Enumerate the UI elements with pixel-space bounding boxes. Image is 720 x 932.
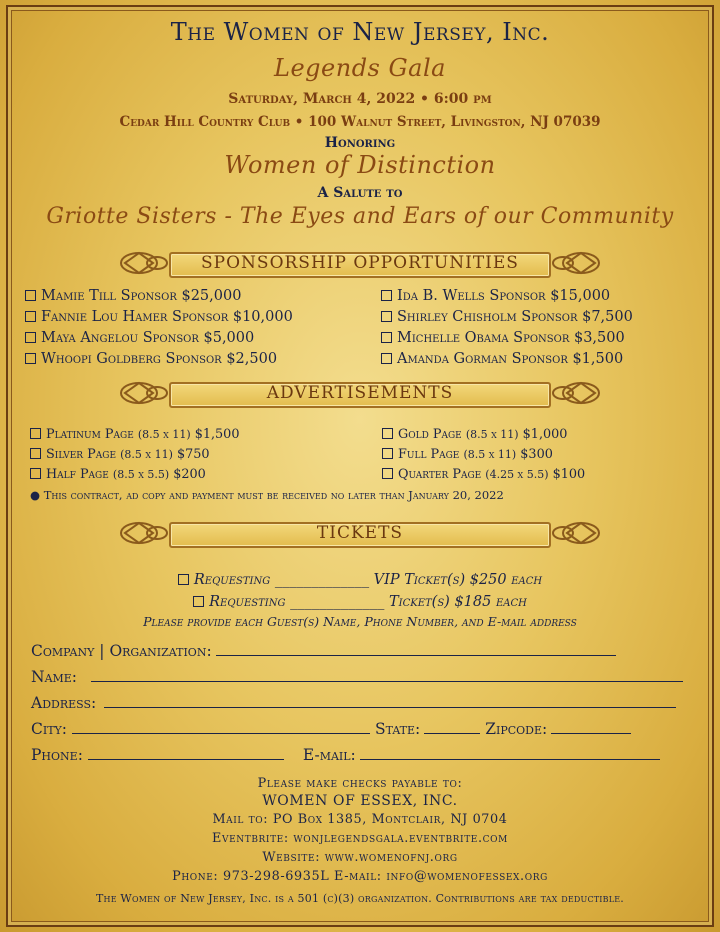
tickets-heading: TICKETS xyxy=(316,523,404,543)
sponsor-option[interactable]: Fannie Lou Hamer Sponsor $10,000 xyxy=(25,309,293,325)
ad-option[interactable]: Quarter Page (4.25 x 5.5) $100 xyxy=(382,467,585,482)
checkbox-icon[interactable] xyxy=(381,353,392,364)
mail-to: Mail to: PO Box 1385, Montclair, NJ 0704 xyxy=(212,812,508,827)
checkbox-icon[interactable] xyxy=(25,311,36,322)
city-input-line[interactable] xyxy=(72,732,370,734)
phone-input-line[interactable] xyxy=(88,758,284,760)
vip-ticket-option[interactable]: Requesting _____________ VIP Ticket(s) $250 each xyxy=(0,569,720,588)
checkbox-icon[interactable] xyxy=(30,448,41,459)
ad-option[interactable]: Silver Page (8.5 x 11) $750 xyxy=(30,447,210,462)
tax-disclaimer: The Women of New Jersey, Inc. is a 501 (c)(3) organization. Contributions are tax deductible. xyxy=(95,892,624,905)
eventbrite-link[interactable]: Eventbrite: wonjlegendsgala.eventbrite.com xyxy=(212,831,508,846)
ad-option[interactable]: Half Page (8.5 x 5.5) $200 xyxy=(30,467,206,482)
payee-name: WOMEN OF ESSEX, INC. xyxy=(262,793,458,809)
advertisements-heading: ADVERTISEMENTS xyxy=(266,383,454,403)
sponsorship-heading: SPONSORSHIP OPPORTUNITIES xyxy=(201,253,519,273)
regular-ticket-option[interactable]: Requesting _____________ Ticket(s) $185 each xyxy=(0,591,720,610)
website-link[interactable]: Website: www.womenofnj.org xyxy=(262,850,458,865)
checkbox-icon[interactable] xyxy=(25,290,36,301)
state-input-line[interactable] xyxy=(424,732,480,734)
sponsor-option[interactable]: Shirley Chisholm Sponsor $7,500 xyxy=(381,309,633,325)
company-input-line[interactable] xyxy=(216,654,616,656)
checkbox-icon[interactable] xyxy=(381,332,392,343)
name-field[interactable]: Name: xyxy=(31,668,683,686)
sponsor-option[interactable]: Amanda Gorman Sponsor $1,500 xyxy=(381,351,623,367)
event-name: Legends Gala xyxy=(274,54,446,82)
sponsor-option[interactable]: Mamie Till Sponsor $25,000 xyxy=(25,288,241,304)
checkbox-icon[interactable] xyxy=(381,290,392,301)
advertisements-banner xyxy=(117,378,603,408)
checkbox-icon[interactable] xyxy=(382,468,393,479)
phone-email-contact: Phone: 973-298-6935L E-mail: info@womenofessex.org xyxy=(172,869,548,884)
org-title: The Women of New Jersey, Inc. xyxy=(170,18,550,46)
address-input-line[interactable] xyxy=(104,706,676,708)
checkbox-icon[interactable] xyxy=(25,353,36,364)
zipcode-input-line[interactable] xyxy=(551,732,631,734)
sponsor-option[interactable]: Michelle Obama Sponsor $3,500 xyxy=(381,330,625,346)
sponsor-option[interactable]: Maya Angelou Sponsor $5,000 xyxy=(25,330,254,346)
honoring-title: Women of Distinction xyxy=(224,151,496,179)
checkbox-icon[interactable] xyxy=(193,596,204,607)
checkbox-icon[interactable] xyxy=(30,428,41,439)
checkbox-icon[interactable] xyxy=(382,448,393,459)
checkbox-icon[interactable] xyxy=(381,311,392,322)
deadline-note: ● This contract, ad copy and payment must be received no later than January 20, 2022 xyxy=(30,488,504,502)
sponsorship-banner xyxy=(117,248,603,278)
sponsor-option[interactable]: Ida B. Wells Sponsor $15,000 xyxy=(381,288,610,304)
event-venue: Cedar Hill Country Club • 100 Walnut Street, Livingston, NJ 07039 xyxy=(119,114,601,130)
event-date-time: Saturday, March 4, 2022 • 6:00 pm xyxy=(228,91,492,107)
checkbox-icon[interactable] xyxy=(382,428,393,439)
checkbox-icon[interactable] xyxy=(178,574,189,585)
payable-label: Please make checks payable to: xyxy=(257,776,463,791)
ad-option[interactable]: Platinum Page (8.5 x 11) $1,500 xyxy=(30,427,239,442)
checkbox-icon[interactable] xyxy=(25,332,36,343)
salute-title: Griotte Sisters - The Eyes and Ears of our Community xyxy=(46,204,674,229)
city-state-zip-field[interactable]: City: State: Zipcode: xyxy=(31,720,631,738)
tickets-banner xyxy=(117,518,603,548)
phone-email-field[interactable]: Phone: E-mail: xyxy=(31,746,660,764)
name-input-line[interactable] xyxy=(91,680,683,682)
company-field[interactable]: Company | Organization: xyxy=(31,642,616,660)
ticket-instruction: Please provide each Guest(s) Name, Phone Number, and E-mail address xyxy=(143,614,577,629)
checkbox-icon[interactable] xyxy=(30,468,41,479)
ad-option[interactable]: Gold Page (8.5 x 11) $1,000 xyxy=(382,427,567,442)
address-field[interactable]: Address: xyxy=(31,694,676,712)
salute-label: A Salute to xyxy=(317,185,403,201)
sponsor-option[interactable]: Whoopi Goldberg Sponsor $2,500 xyxy=(25,351,277,367)
honoring-label: Honoring xyxy=(324,135,396,151)
email-input-line[interactable] xyxy=(360,758,660,760)
ad-option[interactable]: Full Page (8.5 x 11) $300 xyxy=(382,447,553,462)
